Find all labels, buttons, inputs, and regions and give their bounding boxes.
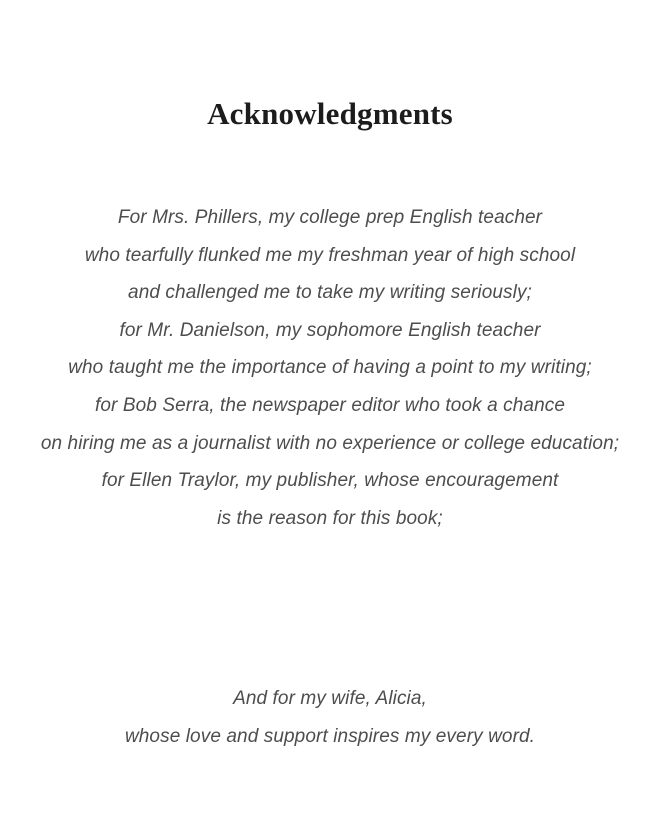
dedication-line: for Mr. Danielson, my sophomore English teacher [119,319,541,341]
closing-dedication-block [0,680,660,755]
closing-line: And for my wife, Alicia, [233,688,427,709]
dedication-block [0,199,660,537]
page-title: Acknowledgments [207,95,453,131]
dedication-line: and challenged me to take my writing seriously; [128,282,532,304]
dedication-line: for Bob Serra, the newspaper editor who took a chance [94,394,566,416]
dedication-line: who tearfully flunked me my freshman year of high school [84,244,576,266]
dedication-line: who taught me the importance of having a point to my writing; [68,357,592,379]
dedication-line: on hiring me as a journalist with no experience or college education; [40,432,620,454]
dedication-line: is the reason for this book; [217,507,443,529]
closing-line: whose love and support inspires my every word. [124,725,536,747]
dedication-line: for Ellen Traylor, my publisher, whose encouragement [101,470,559,492]
dedication-line: For Mrs. Phillers, my college prep English teacher [117,207,543,228]
